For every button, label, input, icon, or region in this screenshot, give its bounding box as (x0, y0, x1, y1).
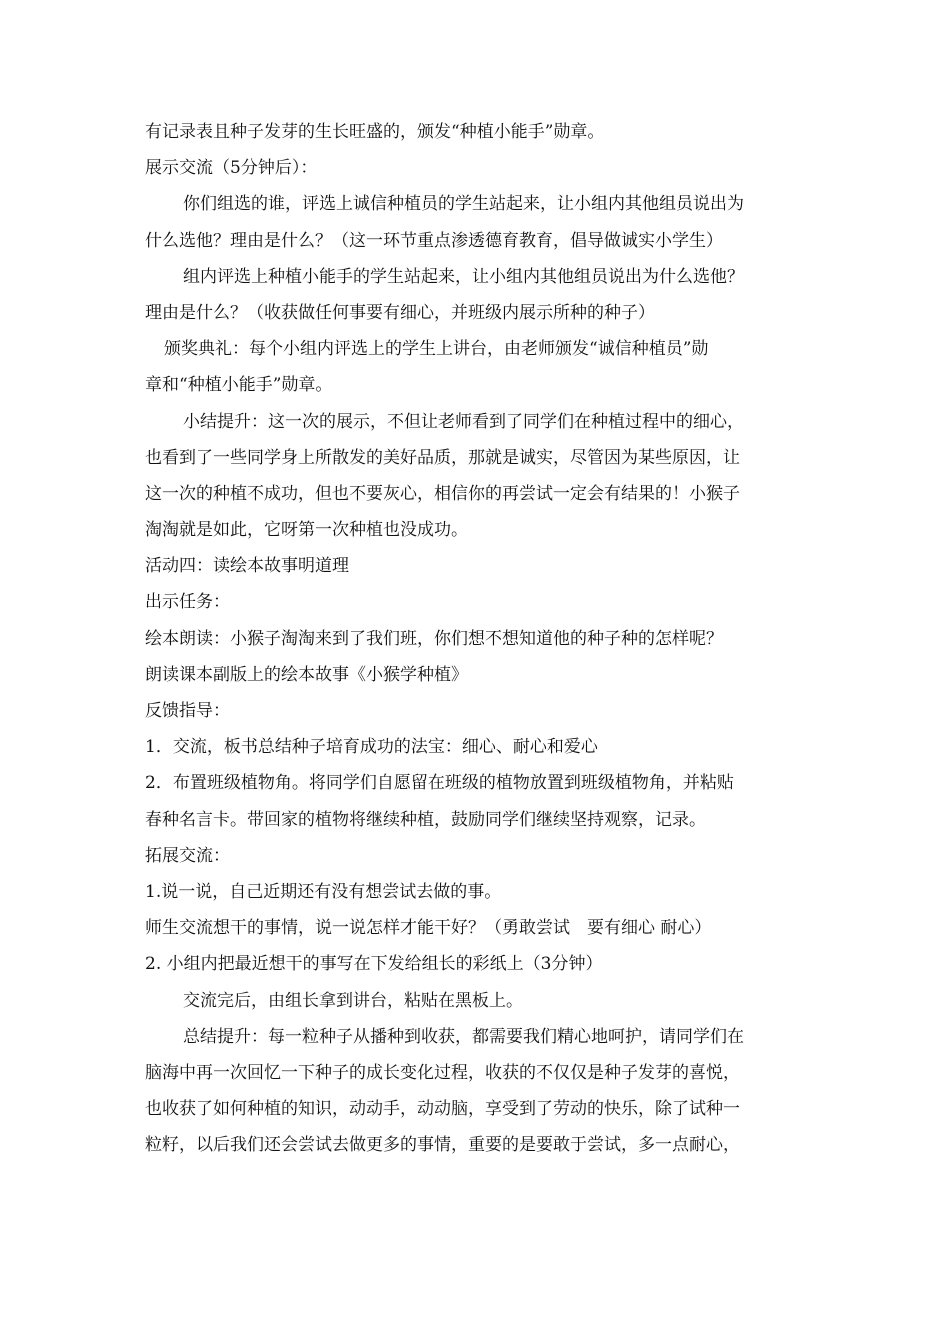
section-heading: 活动四：读绘本故事明道理 (145, 556, 349, 577)
text-line: 粒籽，以后我们还会尝试去做更多的事情，重要的是要敢于尝试，多一点耐心， (145, 1135, 740, 1156)
text-line: 组内评选上种植小能手的学生站起来，让小组内其他组员说出为什么选他？ (183, 266, 744, 287)
text-line: 交流完后，由组长拿到讲台，粘贴在黑板上。 (183, 990, 523, 1011)
list-item: 2．布置班级植物角。将同学们自愿留在班级的植物放置到班级植物角，并粘贴 (145, 773, 734, 794)
text-line: 春种名言卡。带回家的植物将继续种植，鼓励同学们继续坚持观察，记录。 (145, 809, 706, 830)
text-line: 绘本朗读：小猴子淘淘来到了我们班，你们想不想知道他的种子种的怎样呢？ (145, 628, 723, 649)
section-heading: 拓展交流： (145, 845, 230, 866)
text-line: 也收获了如何种植的知识，动动手，动动脑，享受到了劳动的快乐，除了试种一 (145, 1099, 740, 1120)
section-heading: 反馈指导： (145, 701, 230, 721)
text-line: 这一次的种植不成功，但也不要灰心，相信你的再尝试一定会有结果的！小猴子 (145, 483, 740, 504)
text-line: 也看到了一些同学身上所散发的美好品质，那就是诚实，尽管因为某些原因，让 (145, 447, 740, 468)
text-line: 什么选他？理由是什么？（这一环节重点渗透德育教育，倡导做诚实小学生） (145, 230, 723, 251)
list-item: 1.说一说，自己近期还有没有想尝试去做的事。 (145, 881, 502, 902)
list-item: 2. 小组内把最近想干的事写在下发给组长的彩纸上（3分钟） (145, 954, 603, 975)
text-line: 淘淘就是如此，它呀第一次种植也没成功。 (145, 520, 468, 541)
section-heading: 出示任务： (145, 592, 230, 613)
section-heading: 展示交流（5分钟后）： (145, 158, 318, 179)
document-body (145, 114, 815, 1163)
text-line: 师生交流想干的事情，说一说怎样才能干好？（勇敢尝试 要有细心 耐心） (145, 918, 712, 939)
text-line: 小结提升：这一次的展示，不但让老师看到了同学们在种植过程中的细心， (183, 411, 744, 432)
text-line: 朗读课本副版上的绘本故事《小猴学种植》 (145, 664, 468, 685)
list-item: 1．交流，板书总结种子培育成功的法宝：细心、耐心和爱心 (145, 737, 598, 758)
text-line: 章和“种植小能手”勋章。 (145, 375, 333, 396)
text-line: 有记录表且种子发芽的生长旺盛的，颁发“种植小能手”勋章。 (145, 122, 605, 142)
text-line: 理由是什么？（收获做任何事要有细心，并班级内展示所种的种子） (145, 302, 655, 323)
text-line: 颁奖典礼：每个小组内评选上的学生上讲台，由老师颁发“诚信种植员”勋 (164, 339, 709, 360)
text-line: 总结提升：每一粒种子从播种到收获，都需要我们精心地呵护，请同学们在 (183, 1026, 744, 1047)
text-line: 你们组选的谁，评选上诚信种植员的学生站起来，让小组内其他组员说出为 (183, 194, 744, 215)
text-line: 脑海中再一次回忆一下种子的成长变化过程，收获的不仅仅是种子发芽的喜悦， (145, 1062, 740, 1083)
